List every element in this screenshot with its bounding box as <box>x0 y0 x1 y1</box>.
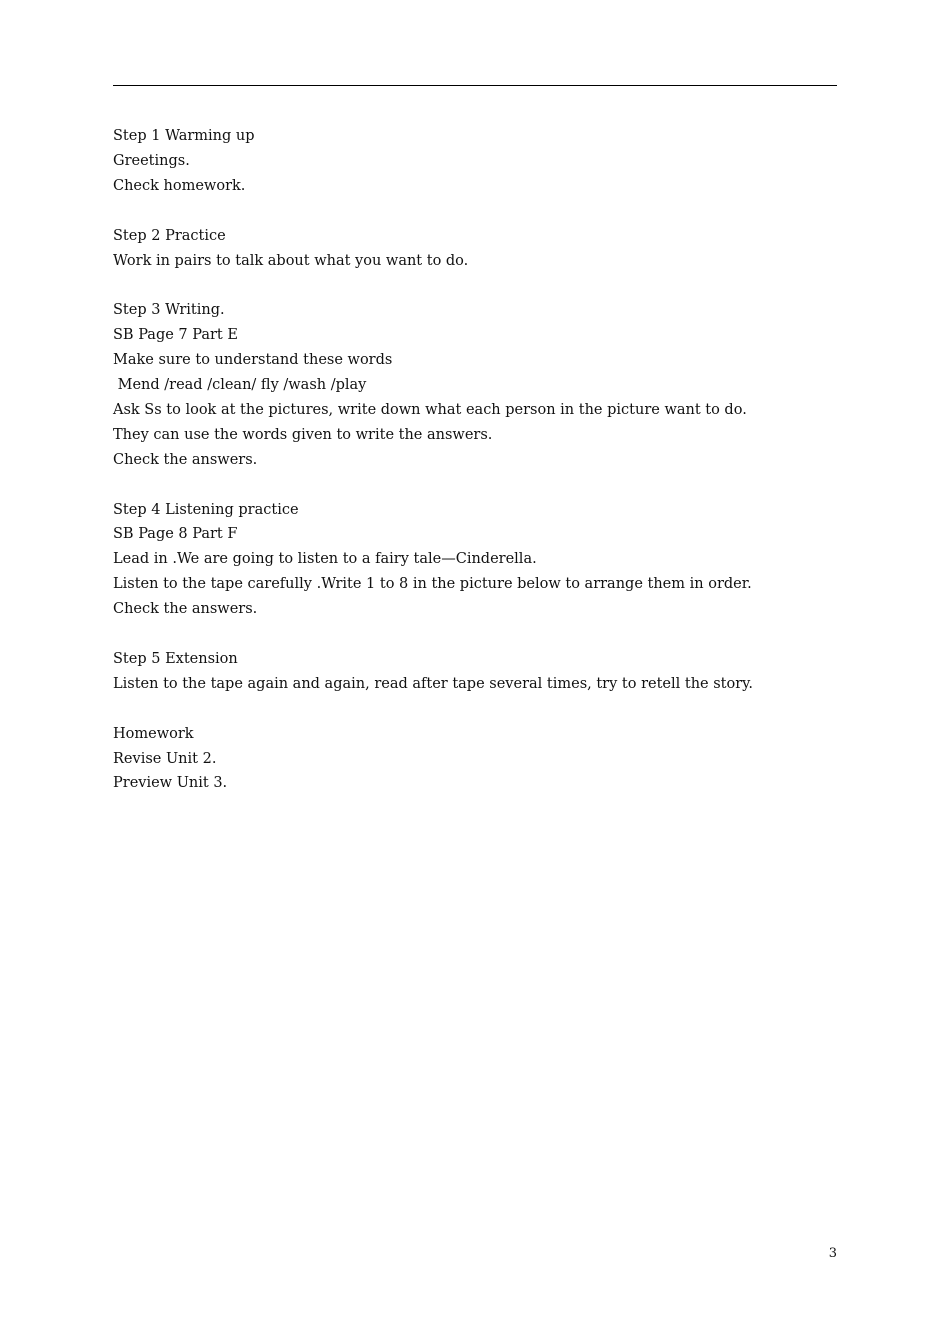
step-1-heading: Step 1 Warming up <box>113 128 255 144</box>
step-2-heading: Step 2 Practice <box>113 227 226 244</box>
step-2-line: Work in pairs to talk about what you want to do. <box>113 252 469 269</box>
step-1-line: Greetings. <box>113 152 190 169</box>
step-3-line: They can use the words given to write the answers. <box>113 426 493 443</box>
step-4-line: SB Page 8 Part F <box>113 526 238 543</box>
paragraph-gap <box>113 697 837 722</box>
step-4-line: Lead in .We are going to listen to a fairy tale—Cinderella. <box>113 551 537 568</box>
homework-line: Revise Unit 2. <box>113 750 217 767</box>
step-3-line: Check the answers. <box>113 451 258 468</box>
step-1-section <box>113 124 837 199</box>
homework-section <box>113 722 837 797</box>
step-5-heading: Step 5 Extension <box>113 650 238 667</box>
step-3-line: SB Page 7 Part E <box>113 327 238 344</box>
header-rule <box>113 85 837 86</box>
homework-line: Preview Unit 3. <box>113 775 228 792</box>
page-number: 3 <box>828 1246 837 1261</box>
paragraph-gap <box>113 199 837 224</box>
step-3-line: Ask Ss to look at the pictures, write down what each person in the picture want to do. <box>113 401 747 418</box>
step-2-section <box>113 224 837 274</box>
step-3-word-list: Mend /read /clean/ fly /wash /play <box>113 377 367 394</box>
homework-heading: Homework <box>113 725 194 742</box>
step-4-heading: Step 4 Listening practice <box>113 501 299 518</box>
step-3-section <box>113 298 837 472</box>
step-3-line: Make sure to understand these words <box>113 352 393 369</box>
step-5-line: Listen to the tape again and again, read after tape several times, try to retell the story. <box>113 675 754 692</box>
step-5-section <box>113 647 837 697</box>
step-1-line: Check homework. <box>113 177 246 194</box>
step-4-line: Listen to the tape carefully .Write 1 to 8 in the picture below to arrange them in order. <box>113 576 752 593</box>
paragraph-gap <box>113 473 837 498</box>
paragraph-gap <box>113 622 837 647</box>
document-body <box>113 124 837 796</box>
step-3-heading: Step 3 Writing. <box>113 302 225 319</box>
paragraph-gap <box>113 273 837 298</box>
step-4-section <box>113 498 837 623</box>
step-4-line: Check the answers. <box>113 601 258 618</box>
